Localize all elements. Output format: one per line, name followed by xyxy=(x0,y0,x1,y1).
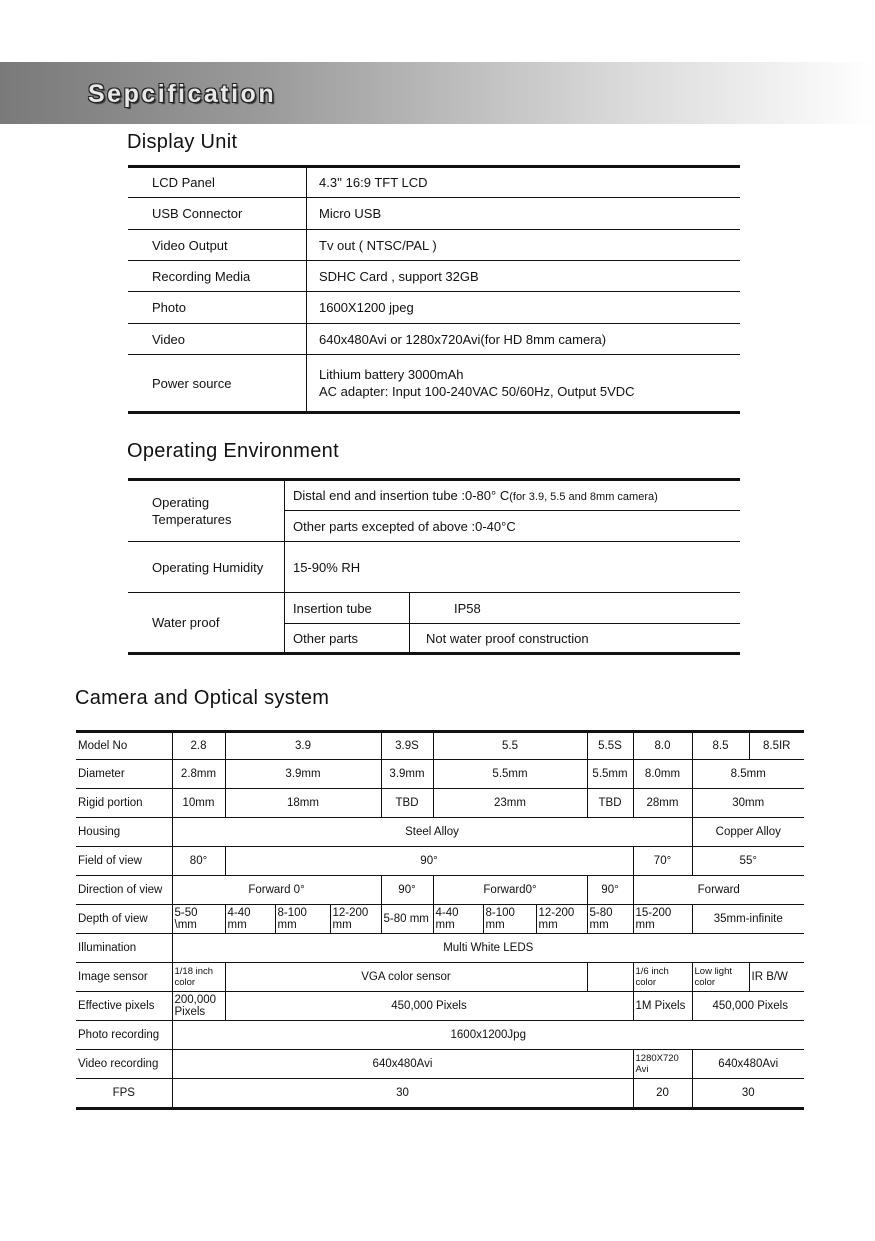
humidity-label: Operating Humidity xyxy=(128,542,285,593)
pixels-cell: 1M Pixels xyxy=(633,992,692,1021)
fov-cell: 55° xyxy=(692,847,804,876)
sensor-cell: 1/18 inch color xyxy=(172,963,225,992)
pixels-cell: 450,000 Pixels xyxy=(692,992,804,1021)
fps-cell: 20 xyxy=(633,1079,692,1109)
table-row xyxy=(128,542,740,593)
housing-cell: Steel Alloy xyxy=(172,818,692,847)
table-row xyxy=(76,992,804,1021)
sensor-cell: VGA color sensor xyxy=(225,963,587,992)
pixels-cell: 200,000 Pixels xyxy=(172,992,225,1021)
row-label: Video recording xyxy=(76,1050,172,1079)
row-label: Depth of view xyxy=(76,905,172,934)
diameter-cell: 2.8mm xyxy=(172,760,225,789)
table-row xyxy=(128,355,740,413)
table-row xyxy=(128,292,740,324)
diameter-cell: 3.9mm xyxy=(225,760,381,789)
housing-cell: Copper Alloy xyxy=(692,818,804,847)
table-row xyxy=(76,934,804,963)
row-label: LCD Panel xyxy=(128,167,307,198)
row-label: Direction of view xyxy=(76,876,172,905)
table-row xyxy=(76,818,804,847)
row-label: Housing xyxy=(76,818,172,847)
water-part: Insertion tube xyxy=(285,593,410,624)
table-row xyxy=(76,1079,804,1109)
depth-cell: 5-50 \mm xyxy=(172,905,225,934)
fov-cell: 90° xyxy=(225,847,633,876)
depth-cell: 5-80 mm xyxy=(587,905,633,934)
direction-cell: Forward 0° xyxy=(172,876,381,905)
photo-cell: 1600x1200Jpg xyxy=(172,1021,804,1050)
table-row xyxy=(76,1050,804,1079)
row-value: SDHC Card , support 32GB xyxy=(307,261,741,292)
display-unit-table xyxy=(128,165,740,414)
table-row xyxy=(128,324,740,355)
fov-cell: 70° xyxy=(633,847,692,876)
sensor-cell: IR B/W xyxy=(749,963,804,992)
video-cell: 640x480Avi xyxy=(692,1050,804,1079)
table-row xyxy=(76,789,804,818)
model-cell: 8.0 xyxy=(633,732,692,760)
camera-title: Camera and Optical system xyxy=(75,687,330,709)
sensor-cell xyxy=(587,963,633,992)
depth-cell: 5-80 mm xyxy=(381,905,433,934)
table-row xyxy=(76,963,804,992)
water-value: IP58 xyxy=(410,593,741,624)
rigid-cell: TBD xyxy=(587,789,633,818)
table-row xyxy=(128,198,740,230)
table-row xyxy=(76,905,804,934)
model-cell: 5.5 xyxy=(433,732,587,760)
model-cell: 3.9 xyxy=(225,732,381,760)
table-row xyxy=(128,593,740,624)
temp-value-2: Other parts excepted of above :0-40°C xyxy=(285,511,741,542)
table-row xyxy=(76,876,804,905)
rigid-cell: 10mm xyxy=(172,789,225,818)
fov-cell: 80° xyxy=(172,847,225,876)
power-line-2: AC adapter: Input 100-240VAC 50/60Hz, Output 5VDC xyxy=(319,384,635,399)
table-row xyxy=(76,847,804,876)
row-label: Photo recording xyxy=(76,1021,172,1050)
depth-cell: 12-200 mm xyxy=(536,905,587,934)
rigid-cell: 28mm xyxy=(633,789,692,818)
table-row xyxy=(76,760,804,789)
table-row xyxy=(128,230,740,261)
operating-environment-title: Operating Environment xyxy=(127,440,339,462)
row-value: 640x480Avi or 1280x720Avi(for HD 8mm camera) xyxy=(307,324,741,355)
sensor-cell: 1/6 inch color xyxy=(633,963,692,992)
table-row xyxy=(128,261,740,292)
diameter-cell: 5.5mm xyxy=(587,760,633,789)
temp-1-note: (for 3.9, 5.5 and 8mm camera) xyxy=(509,491,658,503)
humidity-value: 15-90% RH xyxy=(285,542,741,593)
diameter-cell: 8.5mm xyxy=(692,760,804,789)
row-label: FPS xyxy=(112,1087,135,1099)
depth-cell: 8-100 mm xyxy=(275,905,330,934)
table-row xyxy=(128,167,740,198)
depth-cell: 8-100 mm xyxy=(483,905,536,934)
row-label: Photo xyxy=(128,292,307,324)
video-cell: 1280X720 Avi xyxy=(633,1050,692,1079)
row-label: Power source xyxy=(152,375,232,391)
depth-cell: 4-40 mm xyxy=(433,905,483,934)
row-value: 4.3'' 16:9 TFT LCD xyxy=(307,167,741,198)
row-label: Video Output xyxy=(128,230,307,261)
water-part: Other parts xyxy=(285,624,410,654)
direction-cell: Forward xyxy=(633,876,804,905)
depth-cell: 15-200 mm xyxy=(633,905,692,934)
row-label: Field of view xyxy=(76,847,172,876)
row-label: Recording Media xyxy=(128,261,307,292)
camera-table xyxy=(76,730,804,1110)
row-label: Video xyxy=(128,324,307,355)
direction-cell: 90° xyxy=(587,876,633,905)
illumination-cell: Multi White LEDS xyxy=(172,934,804,963)
fps-cell: 30 xyxy=(172,1079,633,1109)
depth-cell: 12-200 mm xyxy=(330,905,381,934)
row-label: Diameter xyxy=(76,760,172,789)
depth-cell: 4-40 mm xyxy=(225,905,275,934)
video-cell: 640x480Avi xyxy=(172,1050,633,1079)
temp-1-text: Distal end and insertion tube :0-80° C xyxy=(293,488,510,503)
model-cell: 8.5 xyxy=(692,732,749,760)
model-cell: 8.5IR xyxy=(749,732,804,760)
temp-label: Operating Temperatures xyxy=(128,480,285,542)
page-title: Sepcification xyxy=(88,80,277,108)
rigid-cell: 18mm xyxy=(225,789,381,818)
water-value: Not water proof construction xyxy=(410,624,741,654)
table-row xyxy=(128,480,740,511)
table-row xyxy=(76,1021,804,1050)
row-label: Rigid portion xyxy=(76,789,172,818)
model-cell: 2.8 xyxy=(172,732,225,760)
row-label: Model No xyxy=(76,732,172,760)
row-value: Micro USB xyxy=(307,198,741,230)
row-label: Effective pixels xyxy=(76,992,172,1021)
row-label: Illumination xyxy=(76,934,172,963)
operating-environment-table xyxy=(128,478,740,655)
diameter-cell: 5.5mm xyxy=(433,760,587,789)
row-label: Image sensor xyxy=(76,963,172,992)
water-label: Water proof xyxy=(152,615,220,630)
row-label: USB Connector xyxy=(128,198,307,230)
power-line-1: Lithium battery 3000mAh xyxy=(319,367,464,382)
model-cell: 5.5S xyxy=(587,732,633,760)
display-unit-title: Display Unit xyxy=(127,131,238,153)
row-value: 1600X1200 jpeg xyxy=(307,292,741,324)
diameter-cell: 8.0mm xyxy=(633,760,692,789)
temp-value-1 xyxy=(285,480,741,511)
fps-cell: 30 xyxy=(692,1079,804,1109)
model-cell: 3.9S xyxy=(381,732,433,760)
diameter-cell: 3.9mm xyxy=(381,760,433,789)
depth-cell: 35mm-infinite xyxy=(692,905,804,934)
direction-cell: Forward0° xyxy=(433,876,587,905)
rigid-cell: 23mm xyxy=(433,789,587,818)
row-value: Tv out ( NTSC/PAL ) xyxy=(307,230,741,261)
rigid-cell: TBD xyxy=(381,789,433,818)
row-value xyxy=(307,355,741,413)
rigid-cell: 30mm xyxy=(692,789,804,818)
table-row xyxy=(76,732,804,760)
pixels-cell: 450,000 Pixels xyxy=(225,992,633,1021)
sensor-cell: Low light color xyxy=(692,963,749,992)
direction-cell: 90° xyxy=(381,876,433,905)
